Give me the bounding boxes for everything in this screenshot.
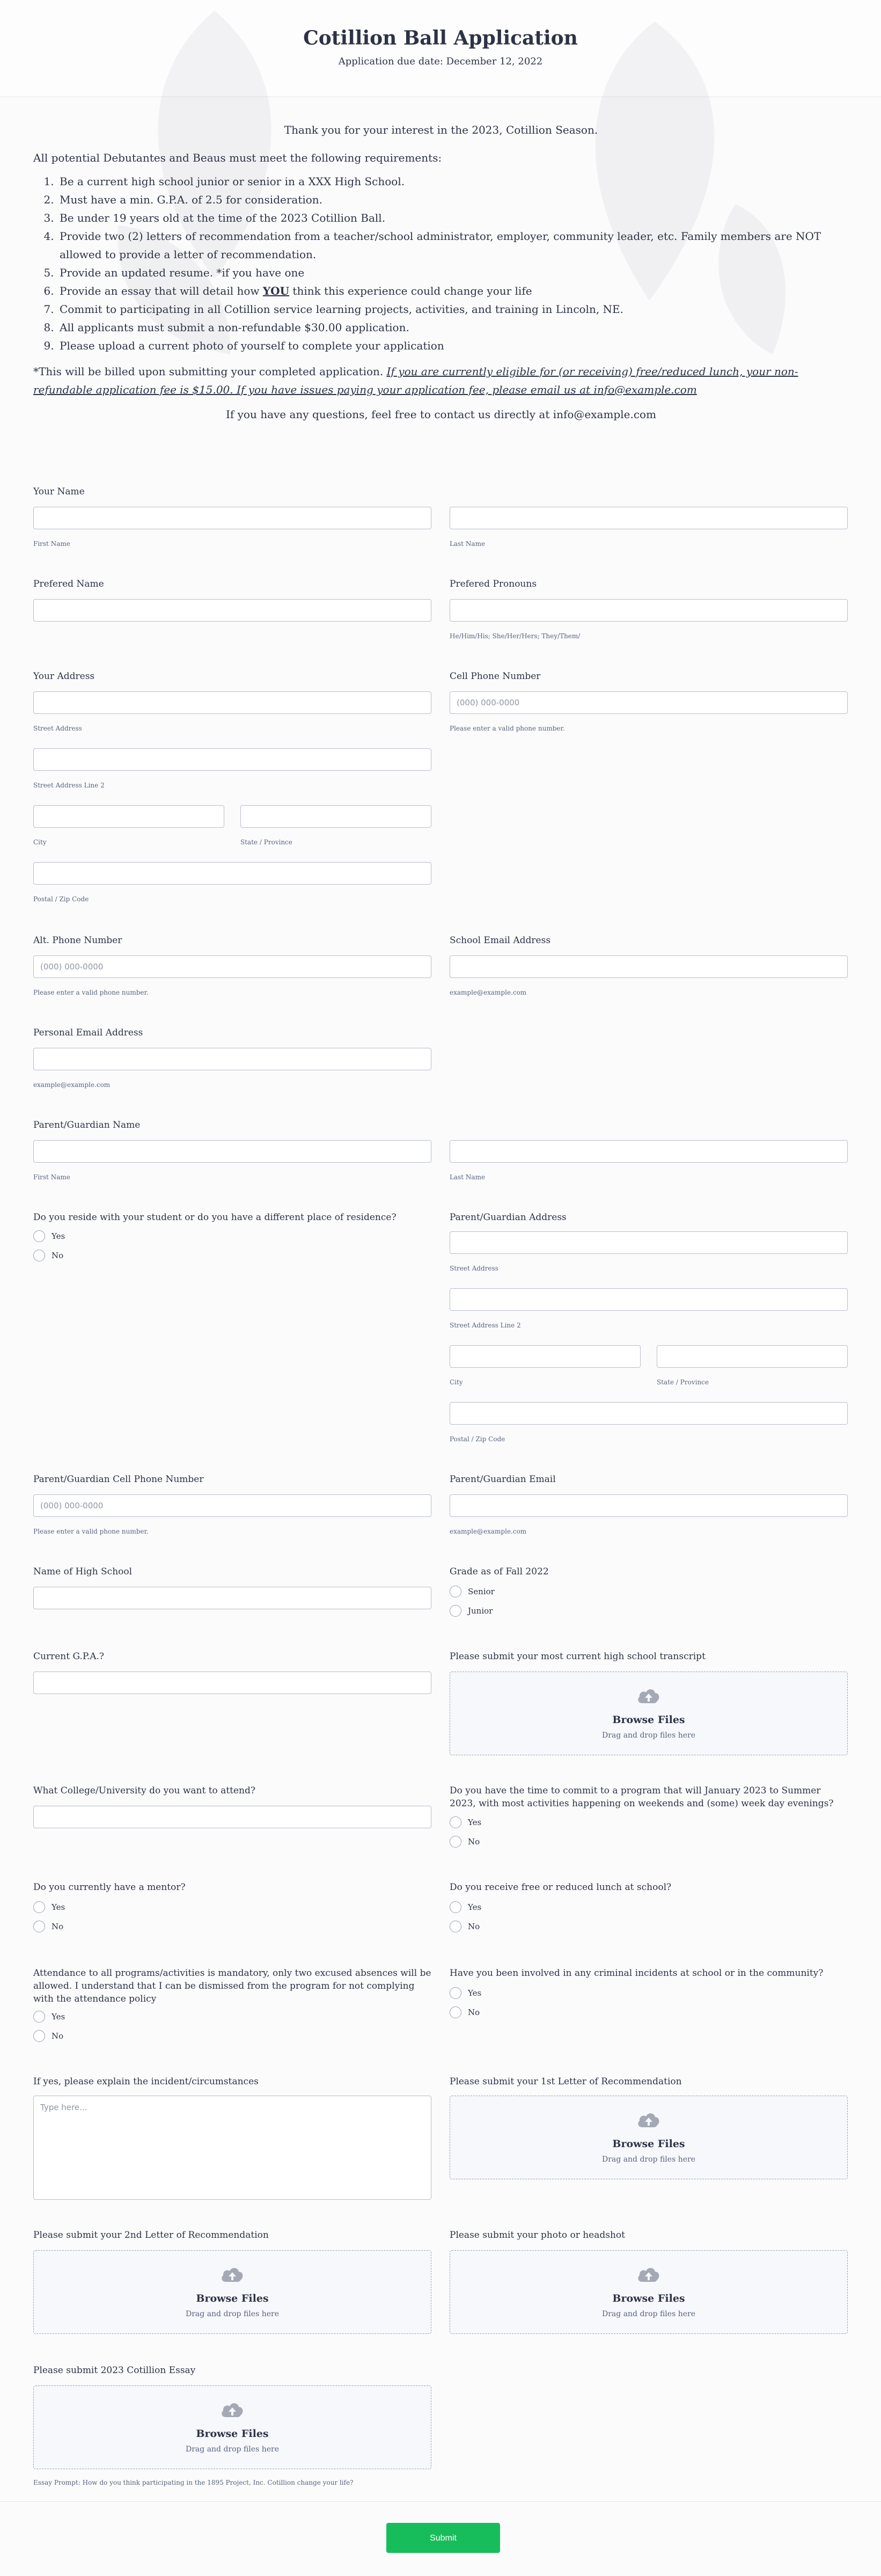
requirement-item	[57, 282, 849, 300]
cloud-upload-icon	[636, 2110, 662, 2129]
cloud-upload-icon	[219, 2400, 245, 2419]
letter2-label: Please submit your 2nd Letter of Recommendation	[33, 2230, 269, 2241]
intro-text	[33, 121, 849, 424]
high-school-input[interactable]	[33, 1587, 431, 1609]
form-title: Cotillion Ball Application	[303, 27, 578, 49]
requirement-item: 7. Commit to participating in all Cotillion service learning projects, activities, and training in Lincoln, NE.	[57, 300, 849, 318]
requirements-list	[33, 172, 849, 355]
radio-label: No	[52, 1922, 64, 1931]
school-email-label: School Email Address	[450, 935, 551, 946]
attendance-no-radio[interactable]	[33, 2030, 63, 2042]
preferred-name-input[interactable]	[33, 599, 431, 622]
guardian-postal-input[interactable]	[450, 1402, 848, 1425]
requirement-item: 4. Provide two (2) letters of recommendation from a teacher/school administrator, employer, community leader, etc. Family members are NOT allowed to provide a letter of recommendation.	[57, 227, 849, 264]
city-input[interactable]	[33, 805, 224, 828]
photo-label: Please submit your photo or headshot	[450, 2230, 625, 2241]
photo-upload[interactable]	[450, 2250, 848, 2334]
guardian-postal-sublabel: Postal / Zip Code	[450, 1435, 505, 1443]
radio-label: No	[468, 1837, 480, 1847]
drag-drop-text: Drag and drop files here	[602, 2310, 695, 2318]
letter2-upload[interactable]	[33, 2250, 431, 2334]
guardian-state-input[interactable]	[657, 1345, 848, 1368]
guardian-email-hint: example@example.com	[450, 1528, 527, 1535]
radio-circle[interactable]	[450, 1987, 461, 1999]
req6-text-a: Provide an essay that will detail how	[60, 284, 263, 297]
commit-no-radio[interactable]	[450, 1836, 480, 1848]
requirement-item: 2. Must have a min. G.P.A. of 2.5 for consideration.	[57, 191, 849, 209]
letter1-label: Please submit your 1st Letter of Recommendation	[450, 2076, 682, 2087]
first-name-sublabel: First Name	[33, 540, 70, 548]
radio-label: No	[52, 2031, 64, 2041]
radio-circle[interactable]	[450, 1586, 461, 1597]
browse-files-text: Browse Files	[196, 2293, 269, 2304]
high-school-label: Name of High School	[33, 1566, 133, 1577]
radio-label: No	[52, 1251, 64, 1260]
requirement-item: 8. All applicants must submit a non-refundable $30.00 application.	[57, 318, 849, 337]
essay-prompt: Essay Prompt: How do you think participating in the 1895 Project, Inc. Cotillion change your life?	[33, 2479, 354, 2486]
state-input[interactable]	[240, 805, 431, 828]
footer-divider	[0, 2501, 881, 2502]
cell-phone-label: Cell Phone Number	[450, 671, 541, 682]
requirements-intro: All potential Debutantes and Beaus must meet the following requirements:	[33, 151, 442, 164]
preferred-pronouns-label: Prefered Pronouns	[450, 579, 537, 589]
guardian-last-name-input[interactable]	[450, 1140, 848, 1163]
school-email-hint: example@example.com	[450, 989, 527, 996]
guardian-email-input[interactable]	[450, 1494, 848, 1517]
transcript-label: Please submit your most current high school transcript	[450, 1651, 706, 1662]
criminal-no-radio[interactable]	[450, 2006, 480, 2018]
requirement-item: 1. Be a current high school junior or senior in a XXX High School.	[57, 172, 849, 191]
commit-yes-radio[interactable]	[450, 1816, 481, 1828]
gpa-label: Current G.P.A.?	[33, 1651, 105, 1662]
billing-note	[33, 362, 849, 399]
guardian-cell-label: Parent/Guardian Cell Phone Number	[33, 1474, 204, 1485]
questions-text: If you have any questions, feel free to contact us directly at info@example.com	[225, 408, 657, 421]
first-name-input[interactable]	[33, 507, 431, 529]
requirement-item: 9. Please upload a current photo of yourself to complete your application	[57, 337, 849, 355]
mentor-yes-radio[interactable]	[33, 1901, 65, 1913]
radio-label: Yes	[468, 1902, 482, 1912]
state-sublabel: State / Province	[240, 838, 292, 846]
postal-sublabel: Postal / Zip Code	[33, 895, 89, 903]
radio-label: Yes	[52, 1231, 65, 1241]
due-date: Application due date: December 12, 2022	[338, 56, 543, 67]
grade-senior-radio[interactable]	[450, 1586, 495, 1597]
grade-label: Grade as of Fall 2022	[450, 1566, 549, 1577]
guardian-city-sublabel: City	[450, 1378, 463, 1386]
req6-emphasis: YOU	[262, 284, 290, 297]
cloud-upload-icon	[219, 2265, 245, 2284]
grade-junior-radio[interactable]	[450, 1605, 493, 1617]
radio-label: Junior	[468, 1606, 493, 1616]
radio-circle[interactable]	[33, 1250, 45, 1261]
explain-textarea[interactable]: Type here...	[33, 2096, 431, 2200]
radio-label: Yes	[52, 2012, 65, 2022]
transcript-upload[interactable]	[450, 1672, 848, 1755]
radio-circle[interactable]	[33, 2011, 45, 2023]
personal-email-label: Personal Email Address	[33, 1027, 143, 1038]
your-name-label: Your Name	[33, 486, 85, 497]
personal-email-hint: example@example.com	[33, 1081, 111, 1089]
street-address-2-sublabel: Street Address Line 2	[33, 782, 105, 789]
street-address-sublabel: Street Address	[33, 725, 82, 732]
requirement-item: 3. Be under 19 years old at the time of the 2023 Cotillion Ball.	[57, 209, 849, 227]
guardian-last-name-sublabel: Last Name	[450, 1173, 486, 1181]
radio-circle[interactable]	[450, 1605, 461, 1617]
lunch-no-radio[interactable]	[450, 1921, 480, 1932]
submit-button[interactable]: Submit	[386, 2523, 500, 2553]
gpa-input[interactable]	[33, 1672, 431, 1694]
mentor-no-radio[interactable]	[33, 1921, 63, 1932]
guardian-cell-hint: Please enter a valid phone number.	[33, 1528, 149, 1535]
drag-drop-text: Drag and drop files here	[602, 1731, 695, 1740]
radio-circle[interactable]	[450, 2006, 461, 2018]
last-name-input[interactable]	[450, 507, 848, 529]
browse-files-text: Browse Files	[196, 2428, 269, 2440]
lunch-label: Do you receive free or reduced lunch at school?	[450, 1882, 672, 1893]
preferred-pronouns-input[interactable]	[450, 599, 848, 622]
cloud-upload-icon	[636, 2265, 662, 2284]
form-header	[0, 0, 881, 97]
drag-drop-text: Drag and drop files here	[186, 2445, 279, 2454]
alt-phone-input[interactable]: (000) 000-0000	[33, 955, 431, 978]
explain-label: If yes, please explain the incident/circumstances	[33, 2076, 259, 2087]
radio-circle[interactable]	[33, 2030, 45, 2042]
guardian-name-label: Parent/Guardian Name	[33, 1120, 141, 1130]
your-address-label: Your Address	[33, 671, 95, 682]
billing-email-link[interactable]: info@example.com	[593, 383, 697, 396]
thanks-text: Thank you for your interest in the 2023, Cotillion Season.	[284, 123, 598, 136]
college-input[interactable]	[33, 1806, 431, 1828]
guardian-city-input[interactable]	[450, 1345, 641, 1368]
browse-files-text: Browse Files	[612, 2138, 685, 2150]
essay-label: Please submit 2023 Cotillion Essay	[33, 2365, 196, 2376]
letter1-upload[interactable]	[450, 2096, 848, 2179]
radio-label: Senior	[468, 1587, 495, 1596]
guardian-address-label: Parent/Guardian Address	[450, 1212, 567, 1223]
essay-upload[interactable]	[33, 2385, 431, 2469]
radio-label: Yes	[52, 1902, 65, 1912]
commit-question-label: Do you have the time to commit to a program that will January 2023 to Summer 2023, with most activities happening on weekends and (some) week day evenings?	[450, 1785, 834, 1809]
radio-label: No	[468, 2008, 480, 2017]
drag-drop-text: Drag and drop files here	[602, 2155, 695, 2164]
cell-phone-input[interactable]: (000) 000-0000	[450, 691, 848, 714]
radio-circle[interactable]	[33, 1901, 45, 1913]
guardian-state-sublabel: State / Province	[657, 1378, 709, 1386]
alt-phone-hint: Please enter a valid phone number.	[33, 989, 149, 996]
street-address-input[interactable]	[33, 691, 431, 714]
guardian-street-2-input[interactable]	[450, 1288, 848, 1311]
radio-circle[interactable]	[33, 1230, 45, 1242]
reside-no-radio[interactable]	[33, 1250, 63, 1261]
preferred-name-label: Prefered Name	[33, 579, 104, 589]
personal-email-input[interactable]	[33, 1048, 431, 1070]
radio-circle[interactable]	[33, 1921, 45, 1932]
criminal-yes-radio[interactable]	[450, 1987, 481, 1999]
browse-files-text: Browse Files	[612, 2293, 685, 2304]
cell-phone-hint: Please enter a valid phone number.	[450, 725, 565, 732]
pronoun-hint: He/Him/His; She/Her/Hers; They/Them/	[450, 632, 581, 640]
radio-circle[interactable]	[450, 1816, 461, 1828]
mentor-label: Do you currently have a mentor?	[33, 1882, 186, 1893]
radio-label: Yes	[468, 1818, 482, 1827]
radio-circle[interactable]	[450, 1921, 461, 1932]
radio-circle[interactable]	[450, 1836, 461, 1848]
cloud-upload-icon	[636, 1686, 662, 1705]
city-sublabel: City	[33, 838, 47, 846]
guardian-first-name-input[interactable]	[33, 1140, 431, 1163]
reside-yes-radio[interactable]	[33, 1230, 65, 1242]
school-email-input[interactable]	[450, 955, 848, 978]
requirement-item: 5. Provide an updated resume. *if you have one	[57, 264, 849, 282]
guardian-street-2-sublabel: Street Address Line 2	[450, 1322, 521, 1329]
billing-fee-text: If you are currently eligible for (or receiving) free/reduced lunch, your non-refundable application fee is $15.00. If you have issues paying your application fee, please email us at	[33, 365, 798, 396]
radio-label: No	[468, 1922, 480, 1931]
lunch-yes-radio[interactable]	[450, 1901, 481, 1913]
guardian-cell-input[interactable]: (000) 000-0000	[33, 1494, 431, 1517]
criminal-label: Have you been involved in any criminal incidents at school or in the community?	[450, 1968, 824, 1979]
attendance-yes-radio[interactable]	[33, 2011, 65, 2023]
guardian-street-sublabel: Street Address	[450, 1265, 498, 1272]
radio-label: Yes	[468, 1988, 482, 1998]
radio-circle[interactable]	[450, 1901, 461, 1913]
drag-drop-text: Drag and drop files here	[186, 2310, 279, 2318]
last-name-sublabel: Last Name	[450, 540, 486, 548]
guardian-street-input[interactable]	[450, 1231, 848, 1254]
guardian-email-label: Parent/Guardian Email	[450, 1474, 556, 1485]
postal-input[interactable]	[33, 862, 431, 885]
college-label: What College/University do you want to attend?	[33, 1785, 256, 1796]
browse-files-text: Browse Files	[612, 1714, 685, 1726]
billing-text: *This will be billed upon submitting your completed application.	[33, 365, 387, 378]
street-address-2-input[interactable]	[33, 748, 431, 771]
alt-phone-label: Alt. Phone Number	[33, 935, 122, 946]
reside-question-label: Do you reside with your student or do you have a different place of residence?	[33, 1212, 397, 1223]
guardian-first-name-sublabel: First Name	[33, 1173, 70, 1181]
req6-text-c: think this experience could change your life	[289, 284, 532, 297]
attendance-label: Attendance to all programs/activities is mandatory, only two excused absences will be allowed. I understand that I can be dismissed from the program for not complying with the attendance policy	[33, 1968, 431, 2004]
